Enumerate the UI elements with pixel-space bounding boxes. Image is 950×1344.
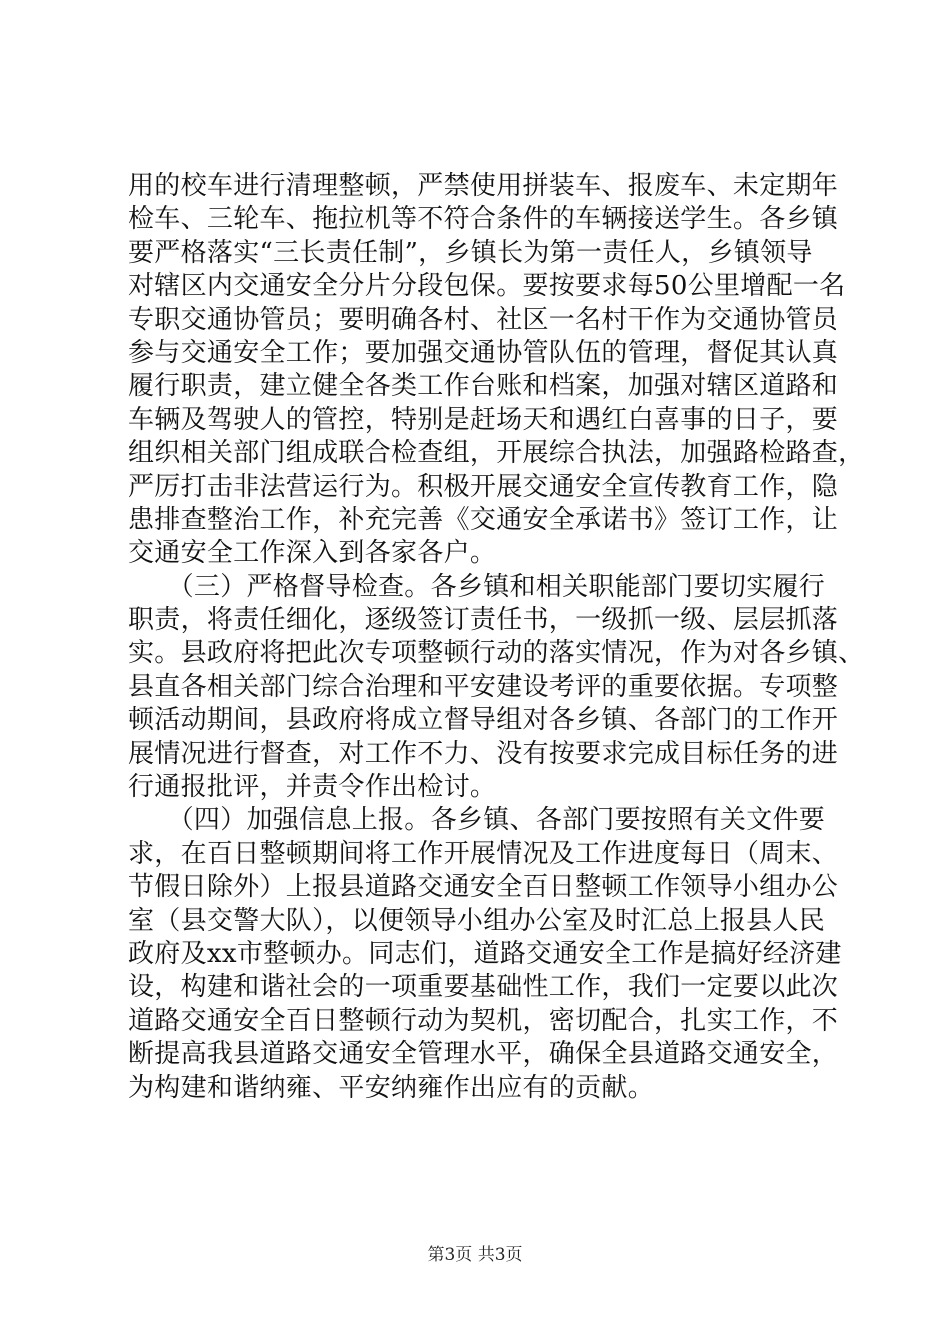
- body-text-line: 专职交通协管员；要明确各村、社区一名村干作为交通协管员: [128, 304, 839, 335]
- body-text-line: 组织相关部门组成联合检查组，开展综合执法，加强路检路查，: [128, 438, 865, 469]
- section-4-text-line: 设，构建和谐社会的一项重要基础性工作，我们一定要以此次: [128, 972, 839, 1003]
- section-3-text-line: 实。县政府将把此次专项整顿行动的落实情况，作为对各乡镇、: [128, 638, 865, 669]
- section-3-text-line: 职责，将责任细化，逐级签订责任书，一级抓一级、层层抓落: [128, 605, 839, 636]
- page-footer: [0, 1240, 950, 1265]
- section-4-text-line: 道路交通安全百日整顿行动为契机，密切配合，扎实工作，不: [128, 1005, 839, 1036]
- section-4-text-line: 为构建和谐纳雍、平安纳雍作出应有的贡献。: [128, 1072, 655, 1103]
- body-text-line: 对辖区内交通安全分片分段包保。要按要求每50公里增配一名: [128, 271, 846, 302]
- section-3-text-line: 县直各相关部门综合治理和平安建设考评的重要依据。专项整: [128, 671, 839, 702]
- section-4-text-line: 室（县交警大队），以便领导小组办公室及时汇总上报县人民: [128, 905, 826, 936]
- section-4-text-line: 求，在百日整顿期间将工作开展情况及工作进度每日（周末、: [128, 838, 839, 869]
- section-4-text-line: 节假日除外）上报县道路交通安全百日整顿工作领导小组办公: [128, 872, 839, 903]
- body-text-line: 患排查整治工作，补充完善《交通安全承诺书》签订工作，让: [128, 504, 839, 535]
- section-3-text-line: 展情况进行督查，对工作不力、没有按要求完成目标任务的进: [128, 738, 839, 769]
- page-number: 第3页 共3页: [427, 1245, 523, 1265]
- body-text-line: 参与交通安全工作；要加强交通协管队伍的管理，督促其认真: [128, 337, 839, 368]
- body-text-line: 用的校车进行清理整顿，严禁使用拼装车、报废车、未定期年: [128, 171, 839, 201]
- document-body: [128, 170, 865, 1105]
- body-text-line: 交通安全工作深入到各家各户。: [128, 538, 497, 569]
- section-3-text-line: （三）严格督导检查。各乡镇和相关职能部门要切实履行: [128, 571, 826, 602]
- section-3-text-line: 顿活动期间，县政府将成立督导组对各乡镇、各部门的工作开: [128, 705, 839, 736]
- section-4-text-line: （四）加强信息上报。各乡镇、各部门要按照有关文件要: [128, 805, 826, 836]
- section-4-text-line: 断提高我县道路交通安全管理水平，确保全县道路交通安全，: [128, 1039, 839, 1070]
- body-text-line: 检车、三轮车、拖拉机等不符合条件的车辆接送学生。各乡镇: [128, 204, 839, 235]
- section-4-text-line: 政府及xx市整顿办。同志们，道路交通安全工作是搞好经济建: [128, 938, 842, 969]
- body-text-line: 车辆及驾驶人的管控，特别是赶场天和遇红白喜事的日子，要: [128, 404, 839, 435]
- body-text-line: 要严格落实“三长责任制”，乡镇长为第一责任人，乡镇领导: [128, 237, 813, 268]
- body-text-line: 履行职责，建立健全各类工作台账和档案，加强对辖区道路和: [128, 371, 839, 402]
- body-text-line: 严厉打击非法营运行为。积极开展交通安全宣传教育工作，隐: [128, 471, 839, 502]
- section-3-text-line: 行通报批评，并责令作出检讨。: [128, 772, 497, 803]
